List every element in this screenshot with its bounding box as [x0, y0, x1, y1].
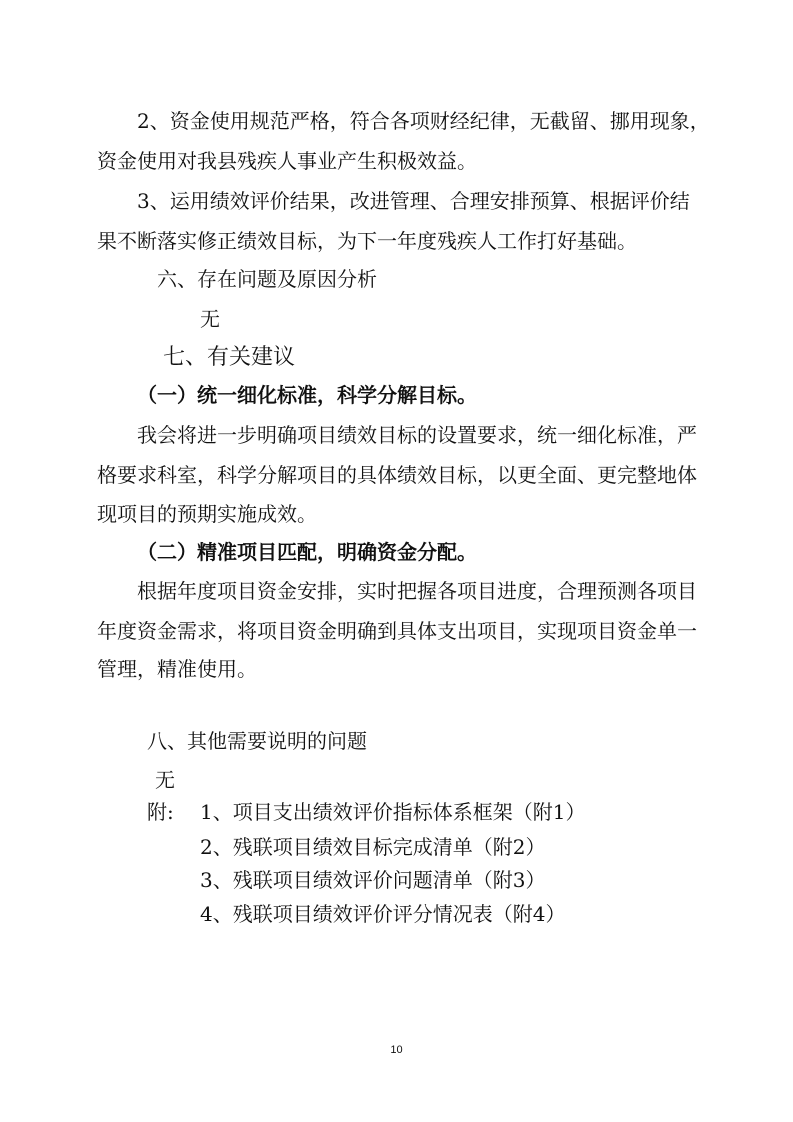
- section-7-sub-1-line-2: 格要求科室，科学分解项目的具体绩效目标，以更全面、更完整地体: [97, 463, 697, 487]
- attachment-item-1: 1、项目支出绩效评价指标体系框架（附1）: [200, 800, 586, 824]
- attachment-item-4: 4、残联项目绩效评价评分情况表（附4）: [200, 902, 566, 926]
- page-number: 10: [390, 1044, 403, 1056]
- section-8-body: 无: [155, 768, 175, 792]
- paragraph-3-line-2: 果不断落实修正绩效目标，为下一年度残疾人工作打好基础。: [97, 229, 637, 253]
- section-6-body: 无: [200, 307, 220, 331]
- section-8-heading: 八、其他需要说明的问题: [147, 729, 367, 753]
- section-7-sub-2-title: （二）精准项目匹配，明确资金分配。: [137, 540, 477, 564]
- section-7-sub-1-line-1: 我会将进一步明确项目绩效目标的设置要求，统一细化标准，严: [137, 423, 697, 447]
- attachment-item-2: 2、残联项目绩效目标完成清单（附2）: [200, 835, 546, 859]
- attachments-label: 附:: [147, 800, 174, 824]
- paragraph-2-line-1: 2、资金使用规范严格，符合各项财经纪律，无截留、挪用现象，: [137, 109, 710, 133]
- paragraph-2-line-2: 资金使用对我县残疾人事业产生积极效益。: [97, 149, 477, 173]
- section-7-sub-2-line-2: 年度资金需求，将项目资金明确到具体支出项目，实现项目资金单一: [97, 619, 697, 643]
- section-7-heading: 七、有关建议: [163, 345, 296, 370]
- section-7-sub-2-line-3: 管理，精准使用。: [97, 657, 257, 681]
- section-7-sub-1-title: （一）统一细化标准，科学分解目标。: [137, 383, 477, 407]
- section-7-sub-1-line-3: 现项目的预期实施成效。: [97, 502, 317, 526]
- section-7-sub-2-line-1: 根据年度项目资金安排，实时把握各项目进度，合理预测各项目: [137, 579, 697, 603]
- section-6-heading: 六、存在问题及原因分析: [157, 267, 377, 291]
- paragraph-3-line-1: 3、运用绩效评价结果，改进管理、合理安排预算、根据评价结: [137, 189, 690, 213]
- attachment-item-3: 3、残联项目绩效评价问题清单（附3）: [200, 868, 546, 892]
